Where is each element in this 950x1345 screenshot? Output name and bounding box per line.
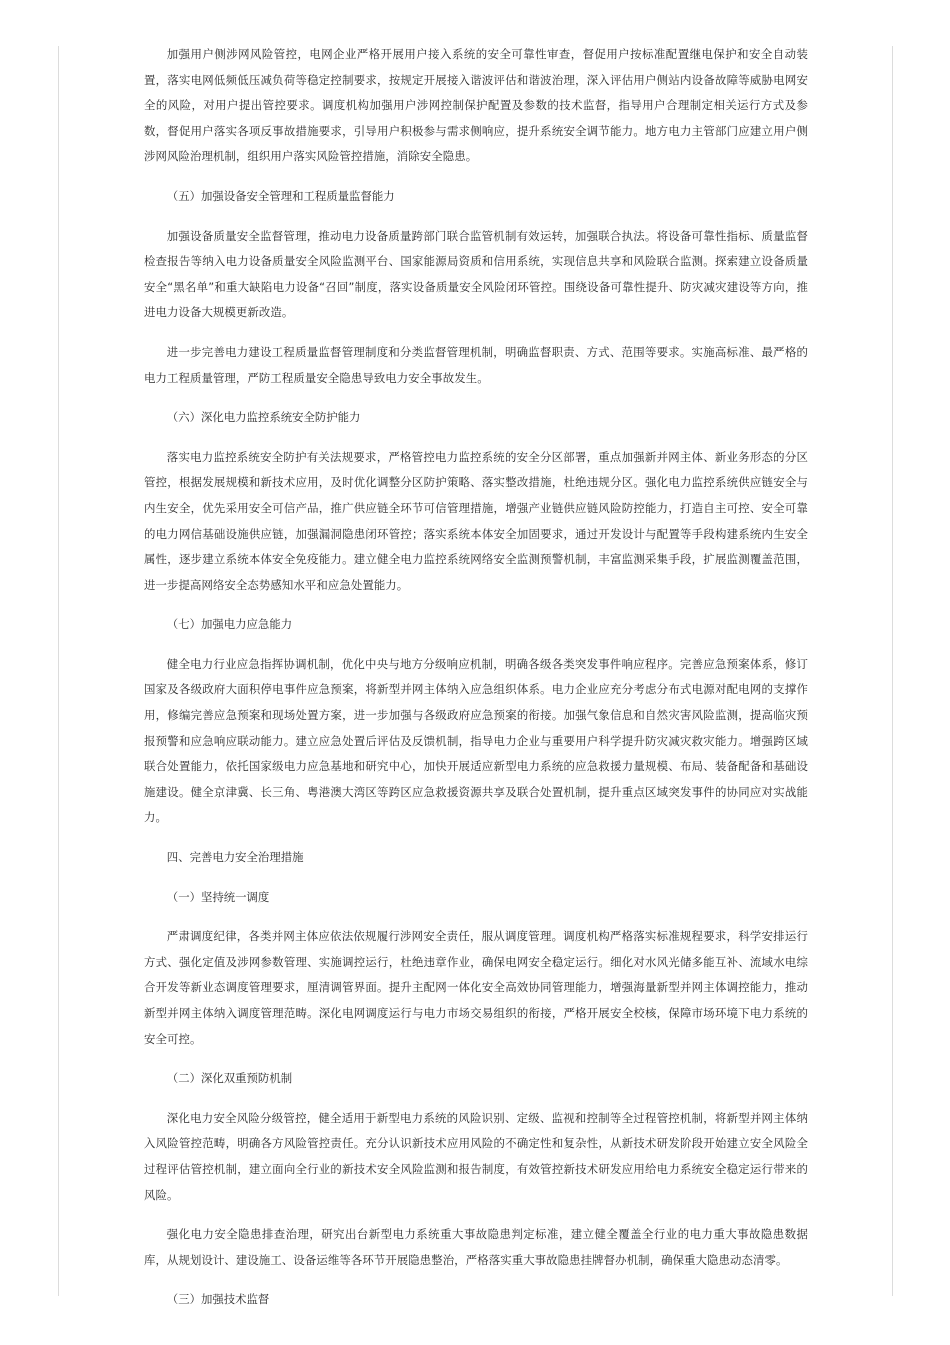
page-right-border (892, 46, 893, 1296)
paragraph: 强化电力安全隐患排查治理，研究出台新型电力系统重大事故隐患判定标准，建立健全覆盖全行业的电力重大事故隐患数据库，从规划设计、建设施工、设备运维等各环节开展隐患整治，严格落实重大事故隐患挂牌督办机制，确保重大隐患动态清零。 (144, 1227, 808, 1267)
paragraph: 加强用户侧涉网风险管控，电网企业严格开展用户接入系统的安全可靠性审查，督促用户按标准配置继电保护和安全自动装置，落实电网低频低压减负荷等稳定控制要求，按规定开展接入谐波评估和谐波治理，深入评估用户侧站内设备故障等威胁电网安全的风险，对用户提出管控要求。调度机构加强用户涉网控制保护配置及参数的技术监督，指导用户合理制定相关运行方式及参数，督促用户落实各项反事故措施要求，引导用户积极参与需求侧响应，提升系统安全调节能力。地方电力主管部门应建立用户侧涉网风险治理机制，组织用户落实风险管控措施，消除安全隐患。 (144, 47, 808, 164)
paragraph: 加强设备质量安全监督管理，推动电力设备质量跨部门联合监管机制有效运转，加强联合执法。将设备可靠性指标、质量监督检查报告等纳入电力设备质量安全风险监测平台、国家能源局资质和信用系统，实现信息共享和风险联合监测。探索建立设备质量安全“黑名单”和重大缺陷电力设备“召回”制度，落实设备质量安全风险闭环管控。围绕设备可靠性提升、防灾减灾建设等方向，推进电力设备大规模更新改造。 (144, 228, 808, 320)
section-heading: （一）坚持统一调度 (166, 889, 270, 904)
paragraph: 严肃调度纪律，各类并网主体应依法依规履行涉网安全责任，服从调度管理。调度机构严格落实标准规程要求，科学安排运行方式、强化定值及涉网参数管理、实施调控运行，杜绝违章作业，确保电网安全稳定运行。细化对水风光储多能互补、流域水电综合开发等新业态调度管理要求，厘清调管界面。提升主配网一体化安全高效协同管理能力，增强海量新型并网主体调控能力，推动新型并网主体纳入调度管理范畴。深化电网调度运行与电力市场交易组织的衔接，严格开展安全校核，保障市场环境下电力系统的安全可控。 (144, 929, 808, 1046)
paragraph: 健全电力行业应急指挥协调机制，优化中央与地方分级响应机制，明确各级各类突发事件响应程序。完善应急预案体系，修订国家及各级政府大面积停电事件应急预案，将新型并网主体纳入应急组织体系。电力企业应充分考虑分布式电源对配电网的支撑作用，修编完善应急预案和现场处置方案，进一步加强与各级政府应急预案的衔接。加强气象信息和自然灾害风险监测，提高临灾预报预警和应急响应联动能力。建立应急处置后评估及反馈机制，指导电力企业与重要用户科学提升防灾减灾救灾能力。增强跨区域联合处置能力，依托国家级电力应急基地和研究中心，加快开展适应新型电力系统的应急救援力量规模、布局、装备配备和基础设施建设。健全京津冀、长三角、粤港澳大湾区等跨区应急救援资源共享及联合处置机制，提升重点区域突发事件的协同应对实战能力。 (144, 656, 808, 825)
section-heading: （三）加强技术监督 (166, 1292, 270, 1307)
paragraph: 进一步完善电力建设工程质量监督管理制度和分类监督管理机制，明确监督职责、方式、范围等要求。实施高标准、最严格的电力工程质量管理，严防工程质量安全隐患导致电力安全事故发生。 (144, 344, 808, 385)
document-body (144, 42, 808, 1327)
section-heading: （七）加强电力应急能力 (166, 617, 293, 632)
chapter-heading: 四、完善电力安全治理措施 (166, 850, 304, 865)
paragraph: 深化电力安全风险分级管控，健全适用于新型电力系统的风险识别、定级、监视和控制等全过程管控机制，将新型并网主体纳入风险管控范畴，明确各方风险管控责任。充分认识新技术应用风险的不确定性和复杂性，从新技术研发阶段开始建立安全风险全过程评估管控机制，建立面向全行业的新技术安全风险监测和报告制度，有效管控新技术研发应用给电力系统安全稳定运行带来的风险。 (144, 1110, 808, 1202)
page-left-border (58, 46, 59, 1296)
section-heading: （五）加强设备安全管理和工程质量监督能力 (166, 188, 395, 203)
section-heading: （二）深化双重预防机制 (166, 1071, 293, 1086)
paragraph: 落实电力监控系统安全防护有关法规要求，严格管控电力监控系统的安全分区部署，重点加强新并网主体、新业务形态的分区管控，根据发展规模和新技术应用，及时优化调整分区防护策略、落实整改措施，杜绝违规分区。强化电力监控系统供应链安全与内生安全，优先采用安全可信产品，推广供应链全环节可信管理措施，增强产业链供应链风险防控能力，打造自主可控、安全可靠的电力网信基础设施供应链，加强漏洞隐患闭环管控；落实系统本体安全加固要求，通过开发设计与配置等手段构建系统内生安全属性，逐步建立系统本体安全免疫能力。建立健全电力监控系统网络安全监测预警机制，丰富监测采集手段，扩展监测覆盖范围，进一步提高网络安全态势感知水平和应急处置能力。 (144, 449, 808, 592)
section-heading: （六）深化电力监控系统安全防护能力 (166, 410, 361, 425)
